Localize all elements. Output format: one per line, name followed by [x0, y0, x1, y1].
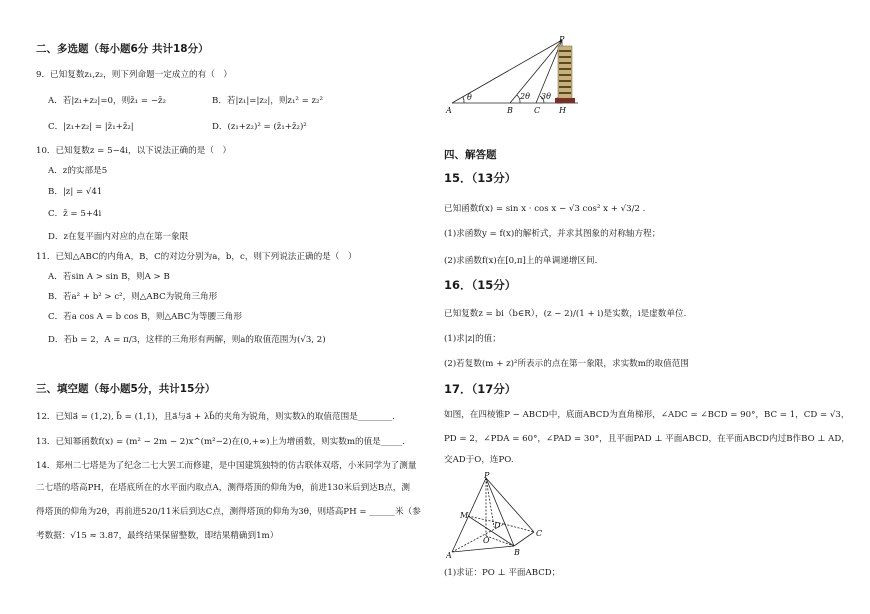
edge-bc [514, 532, 534, 546]
question-14-line-2: 二七塔的塔高PH，在塔底所在的水平面内取点A，测得塔顶的仰角为θ，前进130米后到达B点，测 [36, 483, 410, 493]
question-11: 11．已知△ABC的内角A，B，C的对边分别为a，b，c，则下列说法正确的是（ ） [36, 252, 357, 262]
label-three-theta: 3θ [541, 92, 551, 101]
question-14-line-4: 考数据：√15 ≈ 3.87，最终结果保留整数，即结果精确到1m） [36, 531, 279, 541]
label-h: H [559, 106, 566, 115]
q11-option-b: B．若a² + b² > c²，则△ABC为锐角三角形 [48, 292, 218, 302]
question-15-stem: 已知函数f(x) = sin x · cos x − √3 cos² x + √3/2 . [444, 204, 646, 214]
q10-option-a: A．z的实部是5 [48, 166, 108, 176]
question-15-part-2: (2)求函数f(x)在[0,π]上的单调递增区间. [444, 256, 598, 266]
question-10: 10．已知复数z = 5−4i，以下说法正确的是（ ） [36, 146, 232, 156]
label-a: A [446, 551, 452, 560]
label-b: B [507, 106, 513, 115]
question-17-line-2: PD = 2，∠PDA = 60°，∠PAD = 30°，且平面PAD ⊥ 平面ABCD，在平面ABCD内过B作BO ⊥ AD， [444, 434, 850, 444]
label-a: A [446, 106, 452, 115]
label-p: P [559, 36, 565, 44]
segment-mb [468, 516, 514, 546]
question-15-title: 15．（13分） [444, 171, 517, 185]
question-16-title: 16．（15分） [444, 278, 517, 292]
question-17-title: 17．（17分） [444, 382, 517, 396]
angle-theta-arc [463, 97, 464, 103]
question-16-part-2: (2)若复数(m + z)²所表示的点在第一象限，求实数m的取值范围 [444, 359, 689, 369]
question-17-part-1: (1)求证：PO ⊥ 平面ABCD； [444, 568, 561, 578]
tower-diagram [440, 36, 590, 116]
q9-option-d: D．(z₁+z₂)² = (z̄₁+z̄₂)² [212, 122, 307, 132]
label-o: O [483, 536, 490, 545]
q10-option-d: D．z在复平面内对应的点在第一象限 [48, 232, 189, 242]
question-13: 13．已知幂函数f(x) = (m² − 2m − 2)x^(m²−2)在(0,+∞)上为增函数，则实数m的值是_____. [36, 437, 405, 447]
edge-pa [452, 478, 486, 552]
edge-pb [486, 478, 514, 546]
section-title-multiple-choice: 二、多选题（每小题6分 共计18分） [36, 43, 209, 55]
segment-ob [486, 536, 514, 546]
section-title-fill-in: 三、填空题（每小题5分，共计15分） [36, 383, 216, 395]
question-17-line-1: 如图，在四棱锥P − ABCD中，底面ABCD为直角梯形，∠ADC = ∠BCD = 90°，BC = 1，CD = √3， [444, 410, 850, 420]
q10-option-b: B．|z| = √41 [48, 187, 103, 197]
label-m: M [460, 511, 469, 520]
label-theta: θ [467, 93, 472, 102]
section-title-solutions: 四、解答题 [444, 149, 497, 161]
label-two-theta: 2θ [520, 92, 530, 101]
q11-option-a: A．若sin A > sin B，则A > B [48, 272, 170, 282]
label-p: P [484, 472, 490, 480]
q11-option-c: C．若a cos A = b cos B，则△ABC为等腰三角形 [48, 312, 242, 322]
question-14-line-3: 得塔顶的仰角为2θ，再前进520/11米后到达C点，测得塔顶的仰角为3θ，则塔高PH = ______米（参 [36, 507, 421, 517]
label-d: D [494, 521, 501, 530]
edge-dc [504, 524, 534, 532]
label-b: B [514, 548, 520, 557]
question-14-line-1: 14．郑州二七塔是为了纪念二七大罢工而修建，是中国建筑独特的仿古联体双塔，小米同学为了测量 [36, 461, 417, 471]
q9-option-c: C．|z₁+z₂| = |z̄₁+z̄₂| [48, 122, 134, 132]
question-12: 12．已知a⃗ = (1,2), b⃗ = (1,1)，且a⃗与a⃗ + λb⃗的夹角为锐角，则实数λ的取值范围是________. [36, 412, 395, 422]
question-9: 9．已知复数z₁,z₂，则下列命题一定成立的有（ ） [36, 70, 233, 80]
tower-picture-icon [555, 46, 575, 103]
q9-option-b: B．若|z₁|=|z₂|，则z₁² = z₂² [212, 96, 323, 106]
q9-option-a: A．若|z₁+z₂|=0，则z̄₁ = −z̄₂ [48, 96, 166, 106]
label-c: C [534, 106, 541, 115]
question-16-part-1: (1)求|z|的值； [444, 334, 501, 344]
question-15-part-1: (1)求函数y = f(x)的解析式，并求其图象的对称轴方程； [444, 229, 661, 239]
label-c: C [536, 529, 543, 538]
question-16-stem: 已知复数z = bi（b∈R），(z − 2)/(1 + i)是实数，i是虚数单位. [444, 309, 687, 319]
pyramid-diagram [446, 472, 556, 560]
question-17-line-3: 交AD于O，连PO. [444, 455, 514, 465]
sightline-from-b [510, 40, 562, 103]
q11-option-d: D．若b = 2，A = π/3，这样的三角形有两解，则a的取值范围为(√3, 2) [48, 335, 326, 345]
q10-option-c: C．z̄ = 5+4i [48, 209, 102, 219]
